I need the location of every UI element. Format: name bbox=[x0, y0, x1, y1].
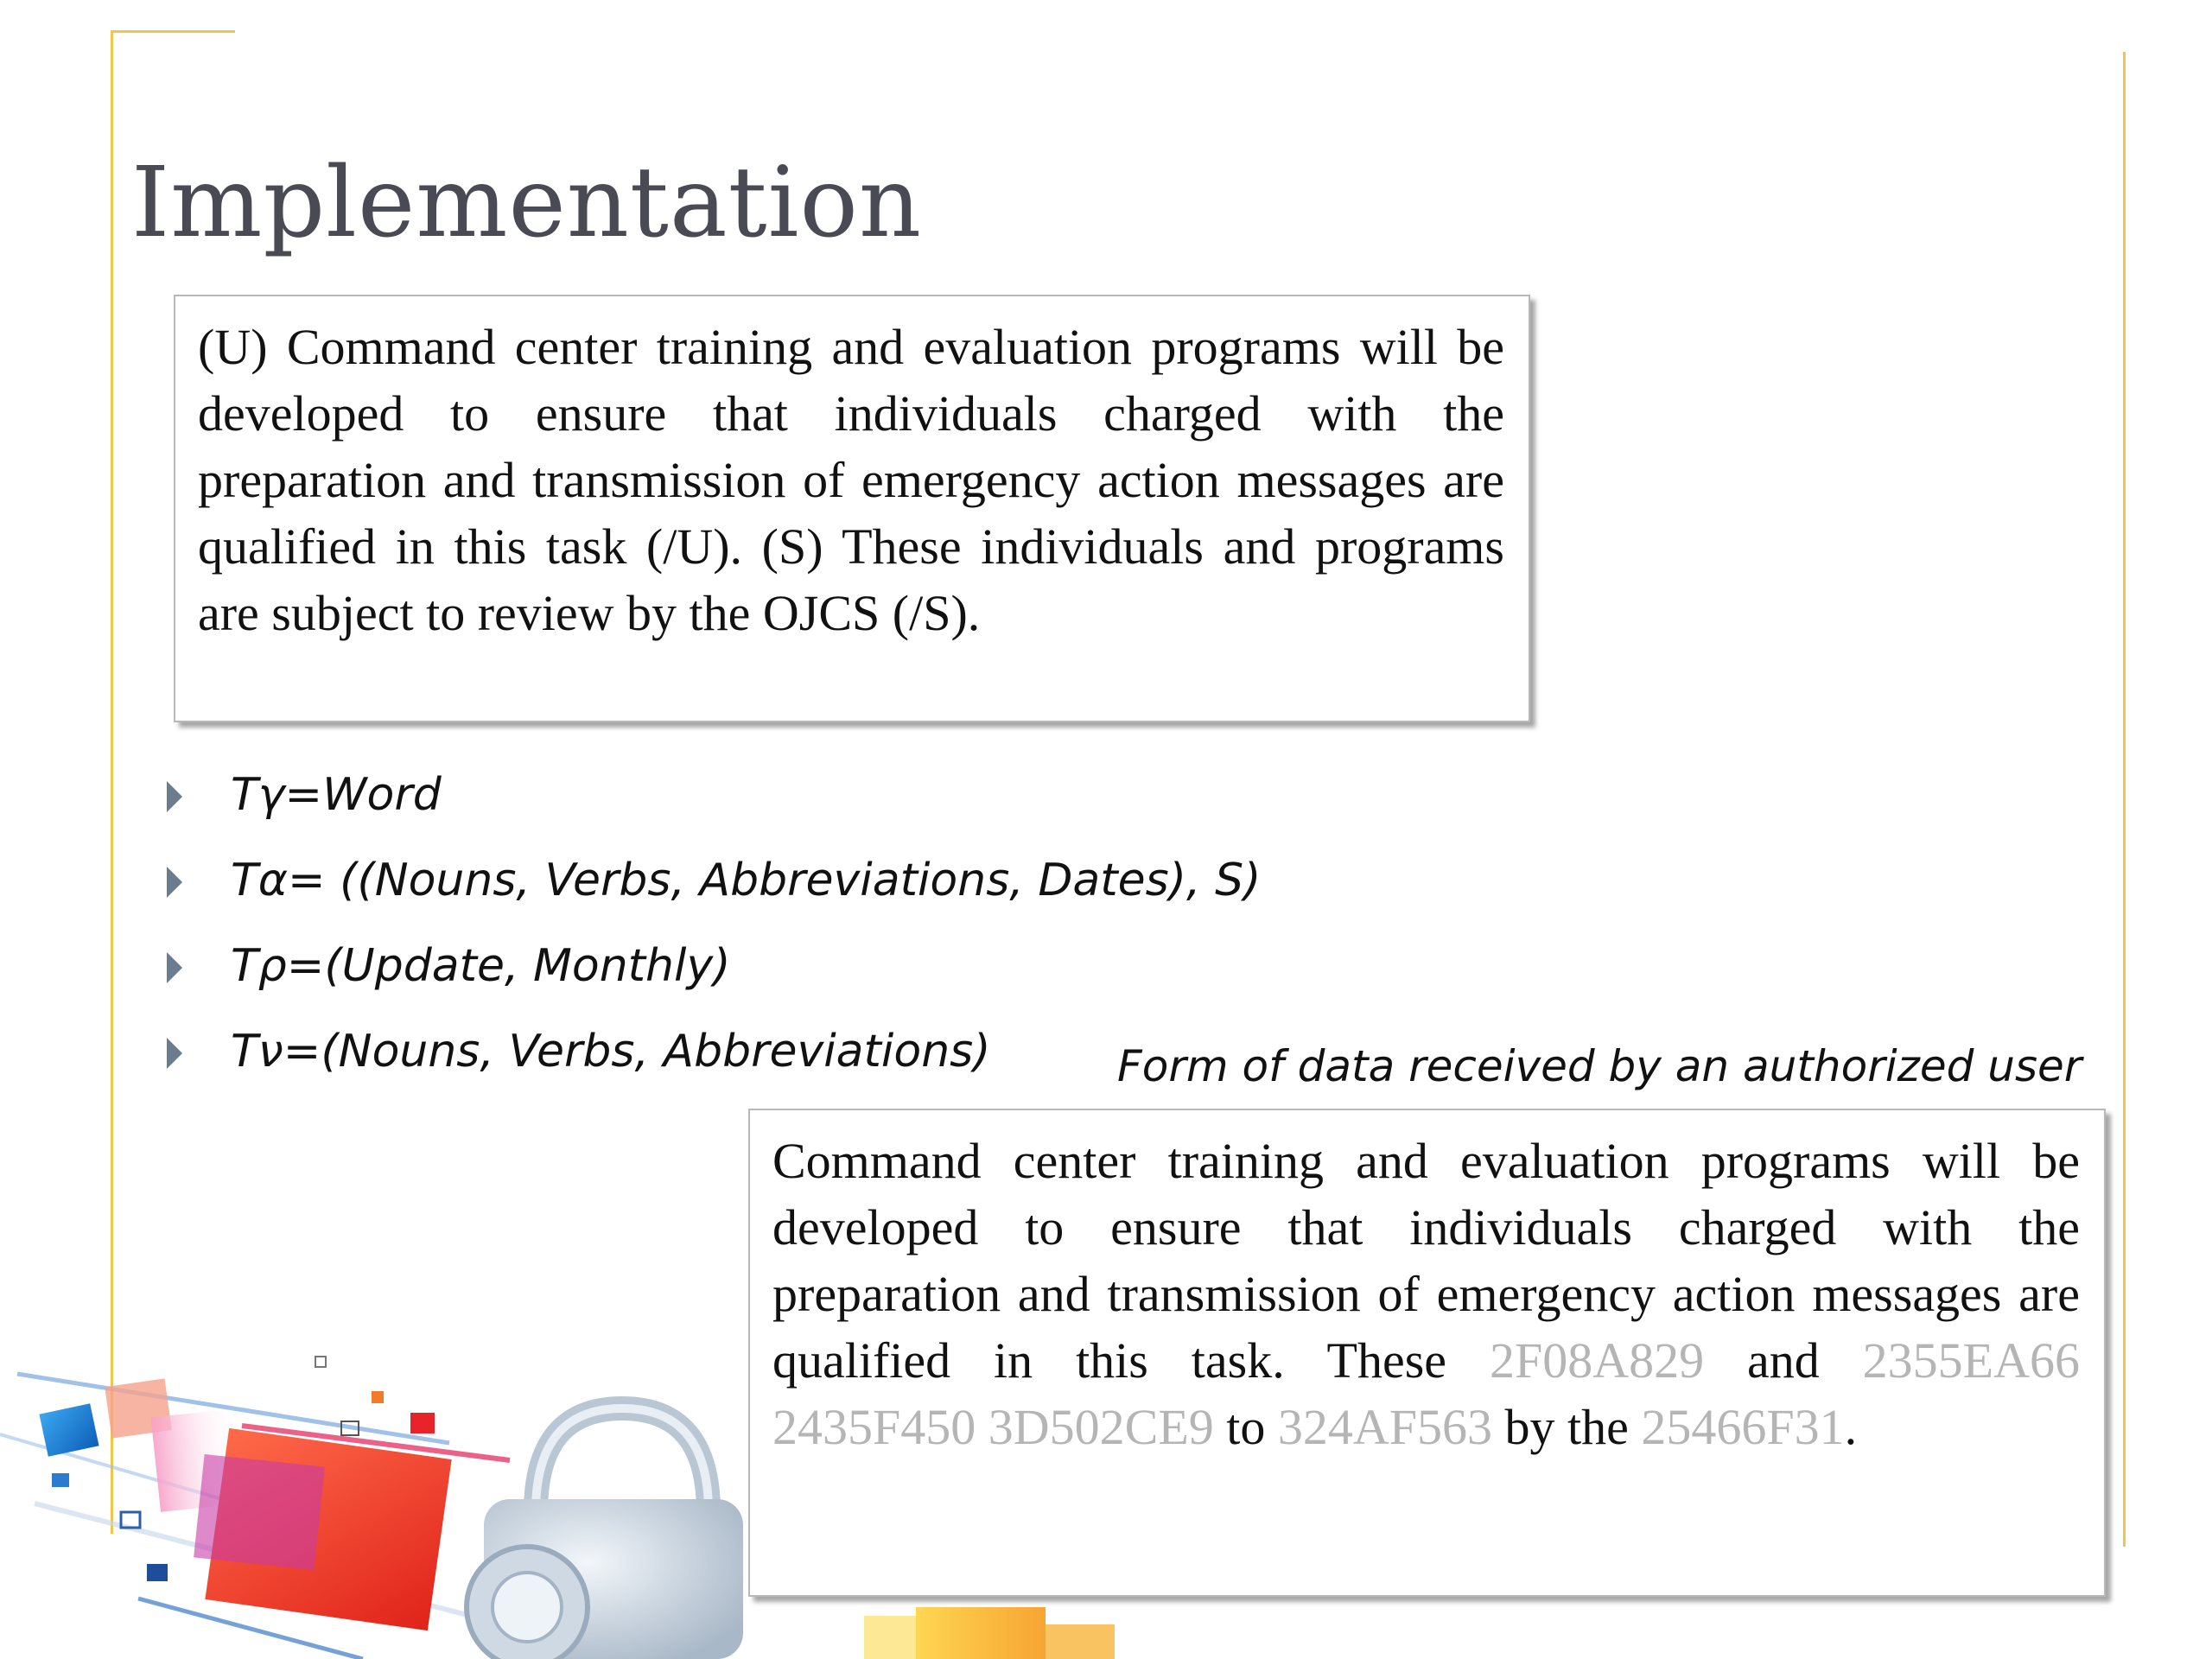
received-text: Command center training and evaluation programs will be developed to ensure that individuals charged with the preparation and transmission of emergency action messages are qualified in this task. These bbox=[772, 1133, 2080, 1389]
masked-token: 3D502CE9 bbox=[988, 1399, 1214, 1455]
bullet-text: Tρ=(Update, Monthly) bbox=[231, 940, 731, 992]
bullet-item bbox=[160, 1017, 1261, 1103]
padlock-icon bbox=[467, 1408, 743, 1659]
triangle-bullet-icon bbox=[167, 1038, 182, 1069]
masked-token: 25466F31 bbox=[1641, 1399, 1845, 1455]
security-decoration-image bbox=[0, 1331, 1253, 1659]
masked-token: 2355EA66 bbox=[1862, 1332, 2080, 1389]
frame-top-line bbox=[111, 30, 235, 33]
triangle-bullet-icon bbox=[167, 781, 182, 812]
bullet-item bbox=[160, 931, 1261, 1017]
bullet-item bbox=[160, 846, 1261, 931]
classified-text: (U) Command center training and evaluation programs will be developed to ensure that individuals charged with the preparation and transmission of emergency action messages are qualified in this task (/U). (S) These individuals and programs are subject to review by the OJCS (/S). bbox=[198, 319, 1504, 641]
received-word: to bbox=[1226, 1399, 1266, 1455]
frame-left-line bbox=[111, 30, 113, 1534]
bullet-text: Tν=(Nouns, Verbs, Abbreviations) bbox=[231, 1026, 991, 1077]
frame-right-line bbox=[2123, 52, 2126, 1547]
slide-title: Implementation bbox=[131, 147, 923, 259]
bullet-text: Tα= ((Nouns, Verbs, Abbreviations, Dates), S) bbox=[231, 855, 1262, 906]
masked-token: 324AF563 bbox=[1277, 1399, 1493, 1455]
received-word: and bbox=[1747, 1332, 1820, 1389]
masked-token: 2F08A829 bbox=[1489, 1332, 1705, 1389]
bullet-text: Tγ=Word bbox=[231, 769, 442, 821]
received-data-caption: Form of data received by an authorized user bbox=[1117, 1041, 2082, 1091]
triangle-bullet-icon bbox=[167, 952, 182, 983]
masked-token: 2435F450 bbox=[772, 1399, 976, 1455]
triangle-bullet-icon bbox=[167, 867, 182, 898]
received-word: . bbox=[1844, 1399, 1858, 1455]
received-word: by the bbox=[1504, 1399, 1629, 1455]
bullet-list bbox=[160, 760, 1261, 1103]
classified-text-box bbox=[174, 295, 1530, 722]
bullet-item bbox=[160, 760, 1261, 846]
